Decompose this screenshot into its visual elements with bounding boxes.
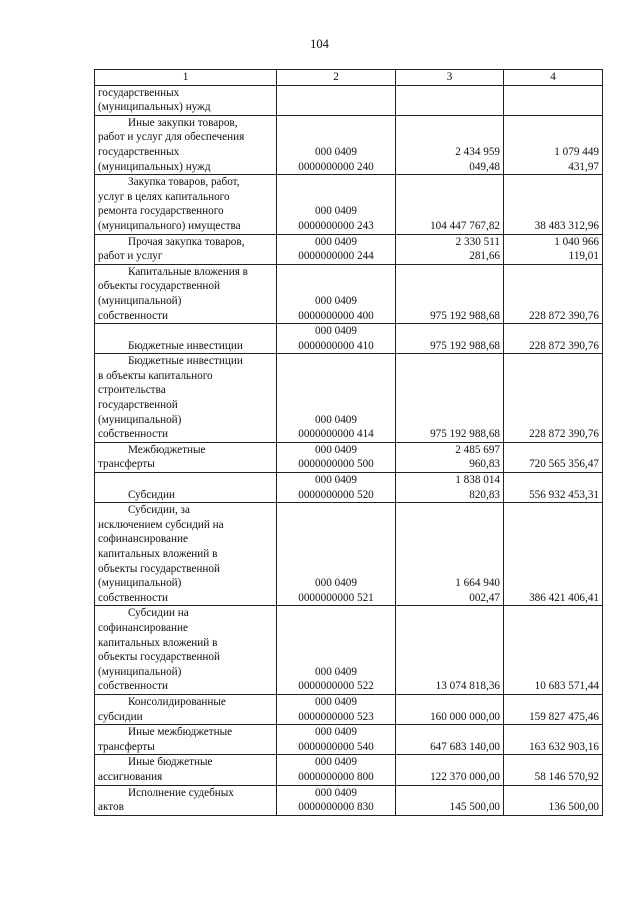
row-name-cell-line: софинансирование [98,533,188,546]
row-name-cell [95,725,277,755]
row-name-cell-line: софинансирование [98,621,188,634]
row-code-cell [277,175,396,234]
table-row [95,473,603,503]
row-name-cell [95,115,277,174]
row-code-cell-line: 0000000000 520 [298,488,374,501]
row-name-cell-line: строительства [98,384,166,397]
row-value-col4-cell-line: 720 565 356,47 [529,458,599,471]
row-code-cell-line: 000 0409 [315,294,357,307]
row-code-cell [277,324,396,354]
row-code-cell-line: 0000000000 830 [298,801,374,814]
table-row [95,354,603,443]
row-value-col3-cell-line: 975 192 988,68 [430,339,500,352]
row-name-cell-line: собственности [98,591,168,604]
row-value-col4-cell-line: 10 683 571,44 [534,680,599,693]
row-name-cell-line: собственности [98,428,168,441]
row-code-cell-line: 0000000000 800 [298,770,374,783]
row-name-cell-line: субсидии [98,710,143,723]
row-code-cell [277,785,396,815]
row-code-cell [277,85,396,115]
row-name-cell-line: Межбюджетные [128,443,206,456]
row-name-cell-line: Иные бюджетные [128,756,213,769]
row-name-cell [95,503,277,606]
row-name-cell-line: Субсидии, за [128,504,190,517]
row-value-col3-cell [396,354,504,443]
row-value-col4-cell-line: 228 872 390,76 [529,309,599,322]
row-name-cell-line: собственности [98,309,168,322]
row-code-cell-line: 0000000000 410 [298,339,374,352]
row-name-cell-line: ассигнования [98,770,163,783]
row-name-cell-line: трансферты [98,740,155,753]
row-code-cell-line: 0000000000 244 [298,250,374,263]
row-name-cell-line: государственных [98,145,180,158]
row-name-cell-line: объекты государственной [98,651,220,664]
row-code-cell-line: 000 0409 [315,145,357,158]
row-code-cell [277,234,396,264]
row-name-cell-line: актов [98,801,124,814]
row-code-cell-line: 000 0409 [315,325,357,338]
row-code-cell [277,503,396,606]
row-name-cell-line: Иные закупки товаров, [128,116,238,129]
row-code-cell-line: 0000000000 523 [298,710,374,723]
row-value-col4-cell-line: 556 932 453,31 [529,488,599,501]
row-code-cell [277,442,396,472]
row-name-cell-line: работ и услуг [98,250,163,263]
row-value-col4-cell [504,264,603,323]
row-code-cell-line: 0000000000 521 [298,591,374,604]
row-value-col4-cell-line: 58 146 570,92 [534,770,599,783]
row-value-col3-cell-line: 2 485 697 [455,443,500,456]
row-value-col4-cell [504,755,603,785]
row-code-cell [277,755,396,785]
row-name-cell-line: собственности [98,680,168,693]
row-value-col3-cell [396,503,504,606]
row-code-cell-line: 000 0409 [315,665,357,678]
table-row [95,725,603,755]
row-name-cell-line: капитальных вложений в [98,636,218,649]
row-code-cell [277,115,396,174]
row-value-col3-cell-line: 1 664 940 [455,577,500,590]
row-name-cell [95,354,277,443]
row-name-cell [95,785,277,815]
table-row [95,234,603,264]
row-code-cell-line: 000 0409 [315,577,357,590]
row-code-cell-line: 0000000000 540 [298,740,374,753]
row-name-cell-line: (муниципальных) нужд [98,160,211,173]
row-name-cell-line: Иные межбюджетные [128,726,233,739]
row-name-cell-line: трансферты [98,458,155,471]
row-code-cell [277,694,396,724]
row-value-col4-cell [504,234,603,264]
row-value-col3-cell-line: 281,66 [469,250,500,263]
row-value-col4-cell [504,175,603,234]
row-name-cell-line: объекты государственной [98,562,220,575]
row-name-cell-line: Субсидии [128,488,175,501]
row-value-col3-cell-line: 820,83 [469,488,500,501]
row-value-col4-cell [504,442,603,472]
row-code-cell-line: 0000000000 400 [298,309,374,322]
row-value-col3-cell-line: 960,83 [469,458,500,471]
row-name-cell-line: ремонта государственного [98,205,224,218]
row-code-cell-line: 0000000000 500 [298,458,374,471]
row-name-cell [95,175,277,234]
row-value-col3-cell [396,473,504,503]
row-name-cell [95,324,277,354]
row-name-cell [95,264,277,323]
row-value-col3-cell [396,175,504,234]
page-number: 104 [310,37,329,51]
row-name-cell-line: Закупка товаров, работ, [128,176,240,189]
row-name-cell-line: Бюджетные инвестиции [128,339,243,352]
row-value-col4-cell-line: 228 872 390,76 [529,428,599,441]
row-name-cell-line: Субсидии на [128,607,189,620]
row-name-cell-line: (муниципальных) нужд [98,101,211,114]
row-value-col4-cell [504,85,603,115]
row-value-col3-cell-line: 2 330 511 [455,235,500,248]
table-row [95,785,603,815]
row-value-col4-cell-line: 228 872 390,76 [529,339,599,352]
row-name-cell-line: государственных [98,86,180,99]
row-value-col4-cell-line: 136 500,00 [548,801,599,814]
row-value-col4-cell [504,725,603,755]
table-row [95,115,603,174]
table-row [95,606,603,695]
row-code-cell-line: 000 0409 [315,474,357,487]
row-name-cell-line: Прочая закупка товаров, [128,235,245,248]
row-code-cell-line: 000 0409 [315,205,357,218]
row-code-cell-line: 000 0409 [315,413,357,426]
row-value-col4-cell-line: 38 483 312,96 [534,219,599,232]
row-value-col4-cell [504,473,603,503]
row-value-col3-cell [396,442,504,472]
row-value-col4-cell [504,354,603,443]
row-name-cell-line: (муниципального) имущества [98,219,241,232]
row-code-cell-line: 0000000000 240 [298,160,374,173]
row-value-col3-cell-line: 104 447 767,82 [430,219,500,232]
row-value-col4-cell [504,694,603,724]
row-value-col4-cell-line: 163 632 903,16 [529,740,599,753]
table-row [95,175,603,234]
row-code-cell-line: 000 0409 [315,443,357,456]
row-code-cell-line: 0000000000 522 [298,680,374,693]
row-value-col3-cell-line: 049,48 [469,160,500,173]
table-row [95,324,603,354]
row-value-col4-cell [504,785,603,815]
column-header-3: 3 [396,70,504,86]
row-value-col4-cell-line: 159 827 475,46 [529,710,599,723]
row-value-col3-cell-line: 122 370 000,00 [430,770,500,783]
row-value-col3-cell [396,694,504,724]
row-value-col4-cell-line: 1 040 966 [554,235,599,248]
row-value-col3-cell-line: 975 192 988,68 [430,309,500,322]
row-value-col3-cell [396,85,504,115]
row-name-cell-line: (муниципальной) [98,413,182,426]
table-row [95,503,603,606]
row-value-col3-cell-line: 1 838 014 [455,474,500,487]
row-code-cell [277,606,396,695]
row-code-cell [277,264,396,323]
row-code-cell [277,354,396,443]
row-name-cell-line: (муниципальной) [98,665,182,678]
table-row [95,264,603,323]
row-name-cell-line: Капитальные вложения в [128,265,248,278]
row-value-col3-cell-line: 145 500,00 [449,801,500,814]
row-value-col4-cell-line: 119,01 [568,250,599,263]
row-name-cell-line: Консолидированные [128,695,226,708]
column-header-1: 1 [95,70,277,86]
row-code-cell-line: 000 0409 [315,786,357,799]
table-row [95,442,603,472]
row-name-cell-line: объекты государственной [98,280,220,293]
row-value-col3-cell-line: 160 000 000,00 [430,710,500,723]
row-name-cell [95,473,277,503]
row-code-cell-line: 0000000000 243 [298,219,374,232]
row-code-cell-line: 000 0409 [315,756,357,769]
row-value-col3-cell [396,725,504,755]
row-code-cell-line: 000 0409 [315,726,357,739]
row-value-col4-cell-line: 1 079 449 [554,145,599,158]
budget-table [94,69,603,816]
row-name-cell [95,85,277,115]
row-name-cell-line: (муниципальной) [98,577,182,590]
row-value-col4-cell [504,503,603,606]
row-value-col3-cell [396,606,504,695]
table-header-row [95,70,603,86]
row-code-cell [277,725,396,755]
row-value-col3-cell-line: 13 074 818,36 [435,680,500,693]
table-row [95,755,603,785]
row-value-col3-cell [396,785,504,815]
row-value-col3-cell-line: 975 192 988,68 [430,428,500,441]
row-name-cell-line: в объекты капитального [98,369,213,382]
row-name-cell-line: Бюджетные инвестиции [128,355,243,368]
row-name-cell-line: исключением субсидий на [98,518,224,531]
row-value-col3-cell [396,755,504,785]
row-value-col4-cell [504,324,603,354]
table-row [95,694,603,724]
row-value-col3-cell [396,234,504,264]
row-name-cell-line: работ и услуг для обеспечения [98,131,245,144]
row-value-col3-cell [396,324,504,354]
row-name-cell-line: государственной [98,399,178,412]
row-value-col3-cell [396,115,504,174]
row-name-cell-line: капитальных вложений в [98,548,218,560]
row-name-cell-line: Исполнение судебных [128,786,234,799]
row-value-col3-cell [396,264,504,323]
row-name-cell-line: (муниципальной) [98,294,182,307]
row-name-cell [95,755,277,785]
row-code-cell-line: 0000000000 414 [298,428,374,441]
table-row [95,85,603,115]
row-value-col4-cell-line: 431,97 [568,160,599,173]
column-header-4: 4 [504,70,603,86]
table-body [95,85,603,815]
row-name-cell-line: услуг в целях капитального [98,190,230,203]
row-value-col3-cell-line: 647 683 140,00 [430,740,500,753]
row-value-col4-cell [504,606,603,695]
row-value-col4-cell-line: 386 421 406,41 [529,591,599,604]
column-header-2: 2 [277,70,396,86]
row-value-col3-cell-line: 2 434 959 [455,145,500,158]
row-value-col3-cell-line: 002,47 [469,591,500,604]
row-code-cell [277,473,396,503]
row-name-cell [95,234,277,264]
row-name-cell [95,606,277,695]
row-code-cell-line: 000 0409 [315,695,357,708]
row-value-col4-cell [504,115,603,174]
row-name-cell [95,694,277,724]
row-name-cell [95,442,277,472]
row-code-cell-line: 000 0409 [315,235,357,248]
